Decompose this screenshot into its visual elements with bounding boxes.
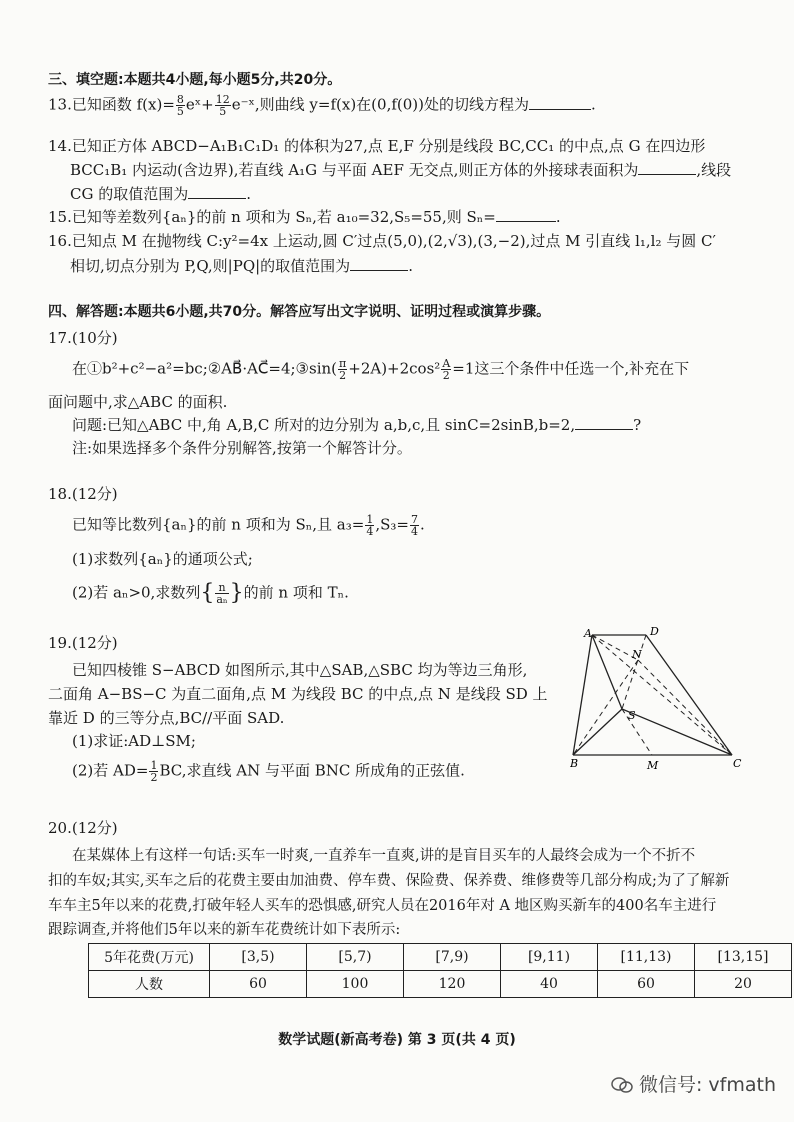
label-A: A <box>584 627 592 640</box>
question-20-line3: 车车主5年以来的花费,打破年轻人买车的恐惧感,研究人员在2016年对 A 地区购买新车的400名车主进行 <box>48 898 717 914</box>
label-D: D <box>650 625 659 638</box>
question-20-title: 20.(12分) <box>48 819 118 837</box>
question-17-note: 注:如果选择多个条件分别解答,按第一个解答计分。 <box>72 439 412 457</box>
answer-blank <box>575 415 633 430</box>
table-cell: [13,15] <box>695 944 792 971</box>
question-20-line1: 在某媒体上有这样一句话:买车一时爽,一直养车一直爽,讲的是盲目买车的人最终会成为一个不折不 <box>72 848 696 864</box>
question-19-line3: 靠近 D 的三等分点,BC//平面 SAD. <box>48 709 285 727</box>
fraction: $\frac{12}{5}$ <box>215 93 230 118</box>
cost-table <box>88 943 792 998</box>
question-18-part2: (2)若 aₙ>0,求数列{ $\frac{n}{\text{aₙ}}$ }的前 n 项和 Tₙ. <box>72 580 349 606</box>
table-cell: [11,13) <box>598 944 695 971</box>
question-18-line1: 已知等比数列{aₙ}的前 n 项和为 Sₙ,且 a₃= $\frac{1}{4}$ ,S₃= $\frac{7}{4}$ . <box>72 513 425 538</box>
answer-blank <box>350 256 408 271</box>
answer-blank <box>638 160 696 175</box>
question-19-line1: 已知四棱锥 S−ABCD 如图所示,其中△SAB,△SBC 均为等边三角形, <box>72 661 528 679</box>
table-cell: [5,7) <box>307 944 404 971</box>
section4-heading: 四、解答题:本题共6小题,共70分。解答应写出文字说明、证明过程或演算步骤。 <box>48 304 551 320</box>
fraction: $\frac{A}{2}$ <box>442 357 451 382</box>
table-cell: 40 <box>501 971 598 998</box>
question-17-line2: 面问题中,求△ABC 的面积. <box>48 393 228 411</box>
question-16-line1: 16.已知点 M 在抛物线 C:y²=4x 上运动,圆 C′过点(5,0),(2,√3),(3,−2),过点 M 引直线 l₁,l₂ 与圆 C′ <box>48 232 716 250</box>
label-M: M <box>647 759 659 772</box>
table-cell: 60 <box>210 971 307 998</box>
question-17-line1: 在①b²+c²−a²=bc;②AB⃗·AC⃗=4;③sin( $\frac{\pi}{2}$ +2A)+2cos² $\frac{A}{2}$ =1这三个条件中任选一个,补充在下 <box>72 357 690 382</box>
table-cell: 60 <box>598 971 695 998</box>
fraction: $\frac{\pi}{2}$ <box>339 357 347 382</box>
table-cell: 120 <box>404 971 501 998</box>
watermark: 微信号: vfmath <box>611 1070 776 1097</box>
label-S: S <box>628 709 636 722</box>
label-C: C <box>733 757 742 770</box>
question-18-title: 18.(12分) <box>48 485 118 503</box>
fraction: $\frac{1}{4}$ <box>366 513 374 538</box>
question-19-part1: (1)求证:AD⊥SM; <box>72 732 196 750</box>
table-cell: [7,9) <box>404 944 501 971</box>
answer-blank <box>496 207 556 222</box>
question-14-line2: BCC₁B₁ 内运动(含边界),若直线 A₁G 与平面 AEF 无交点,则正方体的外接球表面积为 ,线段 <box>70 161 732 179</box>
label-N: N <box>632 648 642 661</box>
table-row <box>89 944 792 971</box>
page-footer: 数学试题(新高考卷) 第 3 页(共 4 页) <box>278 1032 516 1048</box>
answer-blank <box>188 184 246 199</box>
table-row <box>89 971 792 998</box>
question-19-title: 19.(12分) <box>48 634 118 652</box>
table-cell: [9,11) <box>501 944 598 971</box>
question-19-part2: (2)若 AD= $\frac{1}{2}$ BC,求直线 AN 与平面 BNC 所成角的正弦值. <box>72 759 465 784</box>
table-header-label: 5年花费(万元) <box>89 944 210 971</box>
answer-blank <box>529 95 591 110</box>
section3-heading: 三、填空题:本题共4小题,每小题5分,共20分。 <box>48 72 342 88</box>
label-B: B <box>570 757 579 770</box>
question-18-part1: (1)求数列{aₙ}的通项公式; <box>72 550 253 568</box>
table-cell: [3,5) <box>210 944 307 971</box>
question-20-line2: 扣的车奴;其实,买车之后的花费主要由加油费、停车费、保险费、保养费、维修费等几部分构成;为了了解新 <box>48 873 730 889</box>
question-14-line3: CG 的取值范围为 . <box>70 185 252 203</box>
question-14-line1: 14.已知正方体 ABCD−A₁B₁C₁D₁ 的体积为27,点 E,F 分别是线段 BC,CC₁ 的中点,点 G 在四边形 <box>48 137 706 155</box>
question-20-line4: 跟踪调查,并将他们5年以来的新车花费统计如下表所示: <box>48 922 401 938</box>
question-17-title: 17.(10分) <box>48 329 118 347</box>
question-15: 15.已知等差数列{aₙ}的前 n 项和为 Sₙ,若 a₁₀=32,S₅=55,则 Sₙ= . <box>48 208 561 226</box>
question-16-line2: 相切,切点分别为 P,Q,则|PQ|的取值范围为 . <box>70 257 413 275</box>
fraction: $\frac{1}{2}$ <box>150 759 158 784</box>
table-cell: 20 <box>695 971 792 998</box>
question-17-line3: 问题:已知△ABC 中,角 A,B,C 所对的边分别为 a,b,c,且 sinC=2sinB,b=2, ? <box>72 416 642 434</box>
wechat-icon <box>611 1076 633 1094</box>
fraction: $\frac{n}{\text{aₙ}}$ <box>216 581 228 606</box>
fraction: $\frac{8}{5}$ <box>176 93 184 118</box>
table-row-label: 人数 <box>89 971 210 998</box>
question-19-line2: 二面角 A−BS−C 为直二面角,点 M 为线段 BC 的中点,点 N 是线段 SD 上 <box>48 685 548 703</box>
fraction: $\frac{7}{4}$ <box>410 513 418 538</box>
table-cell: 100 <box>307 971 404 998</box>
pyramid-figure <box>570 625 745 775</box>
question-13: 13.已知函数 f(x)= $\frac{8}{5}$ eˣ+ $\frac{12}{5}$ e⁻ˣ,则曲线 y=f(x)在(0,f(0))处的切线方程为 . <box>48 93 596 118</box>
